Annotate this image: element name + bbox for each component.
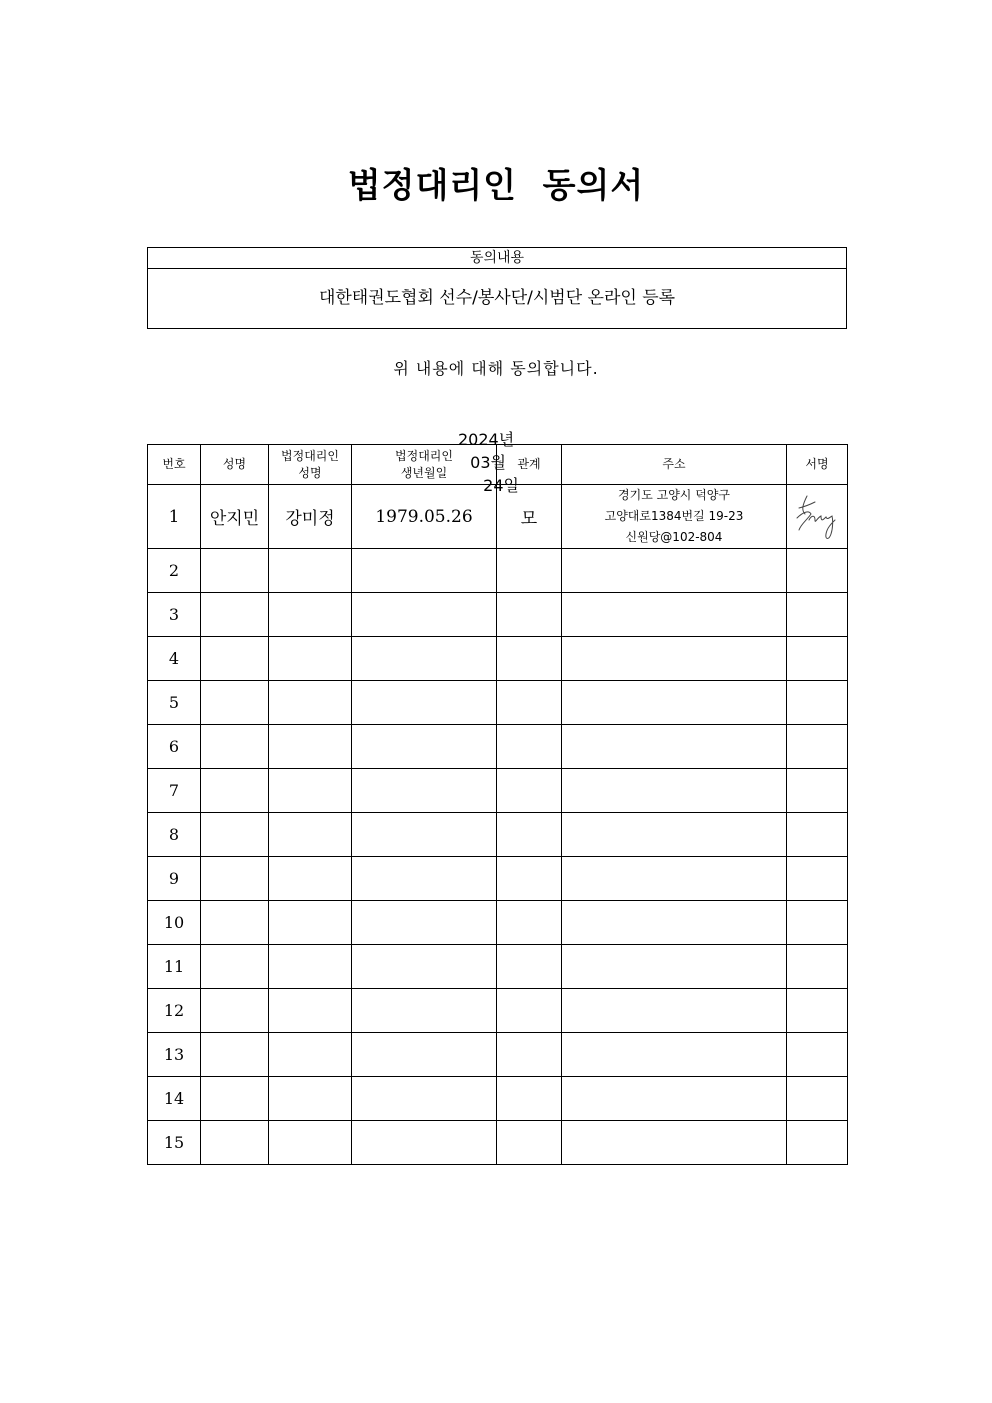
table-row	[148, 1077, 848, 1121]
cell-address	[562, 1121, 787, 1165]
cell-relation	[497, 857, 562, 901]
cell-signature	[787, 725, 848, 769]
cell-address	[562, 1077, 787, 1121]
cell-address	[562, 725, 787, 769]
cell-name	[201, 1077, 269, 1121]
table-row	[148, 1121, 848, 1165]
cell-guardian-name	[269, 945, 352, 989]
cell-relation	[497, 681, 562, 725]
table-row	[148, 989, 848, 1033]
cell-relation: 모	[497, 485, 562, 549]
cell-no: 12	[148, 989, 201, 1033]
cell-name	[201, 637, 269, 681]
cell-signature	[787, 901, 848, 945]
cell-no: 6	[148, 725, 201, 769]
cell-signature	[787, 1033, 848, 1077]
cell-signature	[787, 681, 848, 725]
cell-signature	[787, 593, 848, 637]
date-year: 2024년	[457, 430, 515, 449]
table-row	[148, 485, 848, 549]
cell-guardian-birth	[352, 681, 497, 725]
table-row	[148, 769, 848, 813]
cell-no: 4	[148, 637, 201, 681]
header-name: 성명	[201, 445, 269, 485]
header-guardian-birth	[352, 445, 497, 485]
cell-name	[201, 989, 269, 1033]
cell-name: 안지민	[201, 485, 269, 549]
cell-guardian-name	[269, 725, 352, 769]
cell-address	[562, 901, 787, 945]
cell-relation	[497, 1121, 562, 1165]
cell-signature	[787, 549, 848, 593]
cell-address	[562, 813, 787, 857]
cell-relation	[497, 769, 562, 813]
table-row	[148, 593, 848, 637]
cell-guardian-birth	[352, 1121, 497, 1165]
cell-guardian-name	[269, 1033, 352, 1077]
cell-guardian-name	[269, 549, 352, 593]
cell-guardian-birth	[352, 769, 497, 813]
document-title: 법정대리인 동의서	[347, 166, 645, 206]
header-no: 번호	[148, 445, 201, 485]
cell-relation	[497, 1077, 562, 1121]
cell-address	[562, 637, 787, 681]
header-relation: 관계	[497, 445, 562, 485]
date-day: 24일	[483, 476, 519, 495]
cell-guardian-birth	[352, 1077, 497, 1121]
cell-guardian-birth	[352, 1033, 497, 1077]
cell-signature	[787, 945, 848, 989]
cell-no: 10	[148, 901, 201, 945]
cell-signature	[787, 1121, 848, 1165]
cell-no: 15	[148, 1121, 201, 1165]
table-row	[148, 549, 848, 593]
cell-name	[201, 1033, 269, 1077]
consent-header: 동의내용	[148, 248, 846, 269]
cell-no: 13	[148, 1033, 201, 1077]
cell-guardian-name	[269, 989, 352, 1033]
cell-guardian-name: 강미정	[269, 485, 352, 549]
cell-relation	[497, 725, 562, 769]
cell-guardian-birth	[352, 637, 497, 681]
table-row	[148, 637, 848, 681]
cell-address	[562, 1033, 787, 1077]
cell-address	[562, 593, 787, 637]
cell-relation	[497, 945, 562, 989]
cell-name	[201, 725, 269, 769]
cell-guardian-name	[269, 681, 352, 725]
cell-guardian-name	[269, 1077, 352, 1121]
header-signature: 서명	[787, 445, 848, 485]
table-row	[148, 857, 848, 901]
cell-address	[562, 945, 787, 989]
cell-guardian-birth	[352, 725, 497, 769]
cell-relation	[497, 1033, 562, 1077]
table-row	[148, 901, 848, 945]
cell-relation	[497, 813, 562, 857]
cell-no: 3	[148, 593, 201, 637]
cell-guardian-birth: 1979.05.26	[352, 485, 497, 549]
cell-address	[562, 857, 787, 901]
cell-name	[201, 857, 269, 901]
address-line-2: 고양대로1384번길 19-23	[604, 509, 744, 523]
cell-no: 2	[148, 549, 201, 593]
cell-relation	[497, 989, 562, 1033]
cell-guardian-name	[269, 593, 352, 637]
header-guardian-birth-line2: 생년월일	[400, 465, 448, 480]
address-line-3: 신원당@102-804	[625, 530, 723, 544]
cell-no: 7	[148, 769, 201, 813]
cell-relation	[497, 637, 562, 681]
cell-relation	[497, 549, 562, 593]
header-guardian-name-line2: 성명	[298, 465, 322, 480]
cell-no: 9	[148, 857, 201, 901]
cell-name	[201, 769, 269, 813]
table-header-row	[148, 445, 848, 485]
cell-address	[562, 769, 787, 813]
cell-signature	[787, 857, 848, 901]
cell-no: 5	[148, 681, 201, 725]
cell-name	[201, 901, 269, 945]
cell-address	[562, 681, 787, 725]
cell-relation	[497, 593, 562, 637]
guardian-table	[147, 444, 848, 1165]
consent-content: 대한태권도협회 선수/봉사단/시범단 온라인 등록	[318, 288, 676, 308]
cell-guardian-birth	[352, 593, 497, 637]
cell-guardian-birth	[352, 813, 497, 857]
table-row	[148, 1033, 848, 1077]
cell-address	[562, 549, 787, 593]
agreement-statement: 위 내용에 대해 동의합니다.	[393, 359, 599, 378]
cell-guardian-name	[269, 901, 352, 945]
table-row	[148, 813, 848, 857]
cell-relation	[497, 901, 562, 945]
cell-name	[201, 945, 269, 989]
table-row	[148, 945, 848, 989]
cell-guardian-birth	[352, 945, 497, 989]
cell-name	[201, 593, 269, 637]
address-line-1: 경기도 고양시 덕양구	[618, 488, 730, 502]
cell-name	[201, 1121, 269, 1165]
header-guardian-birth-line1: 법정대리인	[395, 448, 453, 463]
date-month: 03월	[470, 453, 506, 472]
cell-name	[201, 813, 269, 857]
cell-address	[562, 485, 787, 549]
cell-guardian-birth	[352, 901, 497, 945]
cell-no: 14	[148, 1077, 201, 1121]
cell-guardian-name	[269, 857, 352, 901]
cell-guardian-name	[269, 637, 352, 681]
cell-guardian-name	[269, 813, 352, 857]
cell-signature	[787, 989, 848, 1033]
handwritten-signature	[793, 490, 841, 544]
cell-no: 11	[148, 945, 201, 989]
cell-guardian-birth	[352, 989, 497, 1033]
cell-signature	[787, 637, 848, 681]
cell-signature	[787, 769, 848, 813]
cell-guardian-birth	[352, 857, 497, 901]
cell-no: 1	[148, 485, 201, 549]
cell-signature	[787, 485, 848, 549]
consent-box	[147, 247, 847, 329]
cell-name	[201, 681, 269, 725]
cell-signature	[787, 1077, 848, 1121]
header-address: 주소	[562, 445, 787, 485]
cell-guardian-name	[269, 1121, 352, 1165]
table-row	[148, 725, 848, 769]
cell-guardian-name	[269, 769, 352, 813]
cell-signature	[787, 813, 848, 857]
cell-no: 8	[148, 813, 201, 857]
header-guardian-name	[269, 445, 352, 485]
table-row	[148, 681, 848, 725]
cell-name	[201, 549, 269, 593]
cell-address	[562, 989, 787, 1033]
header-guardian-name-line1: 법정대리인	[281, 448, 339, 463]
cell-guardian-birth	[352, 549, 497, 593]
